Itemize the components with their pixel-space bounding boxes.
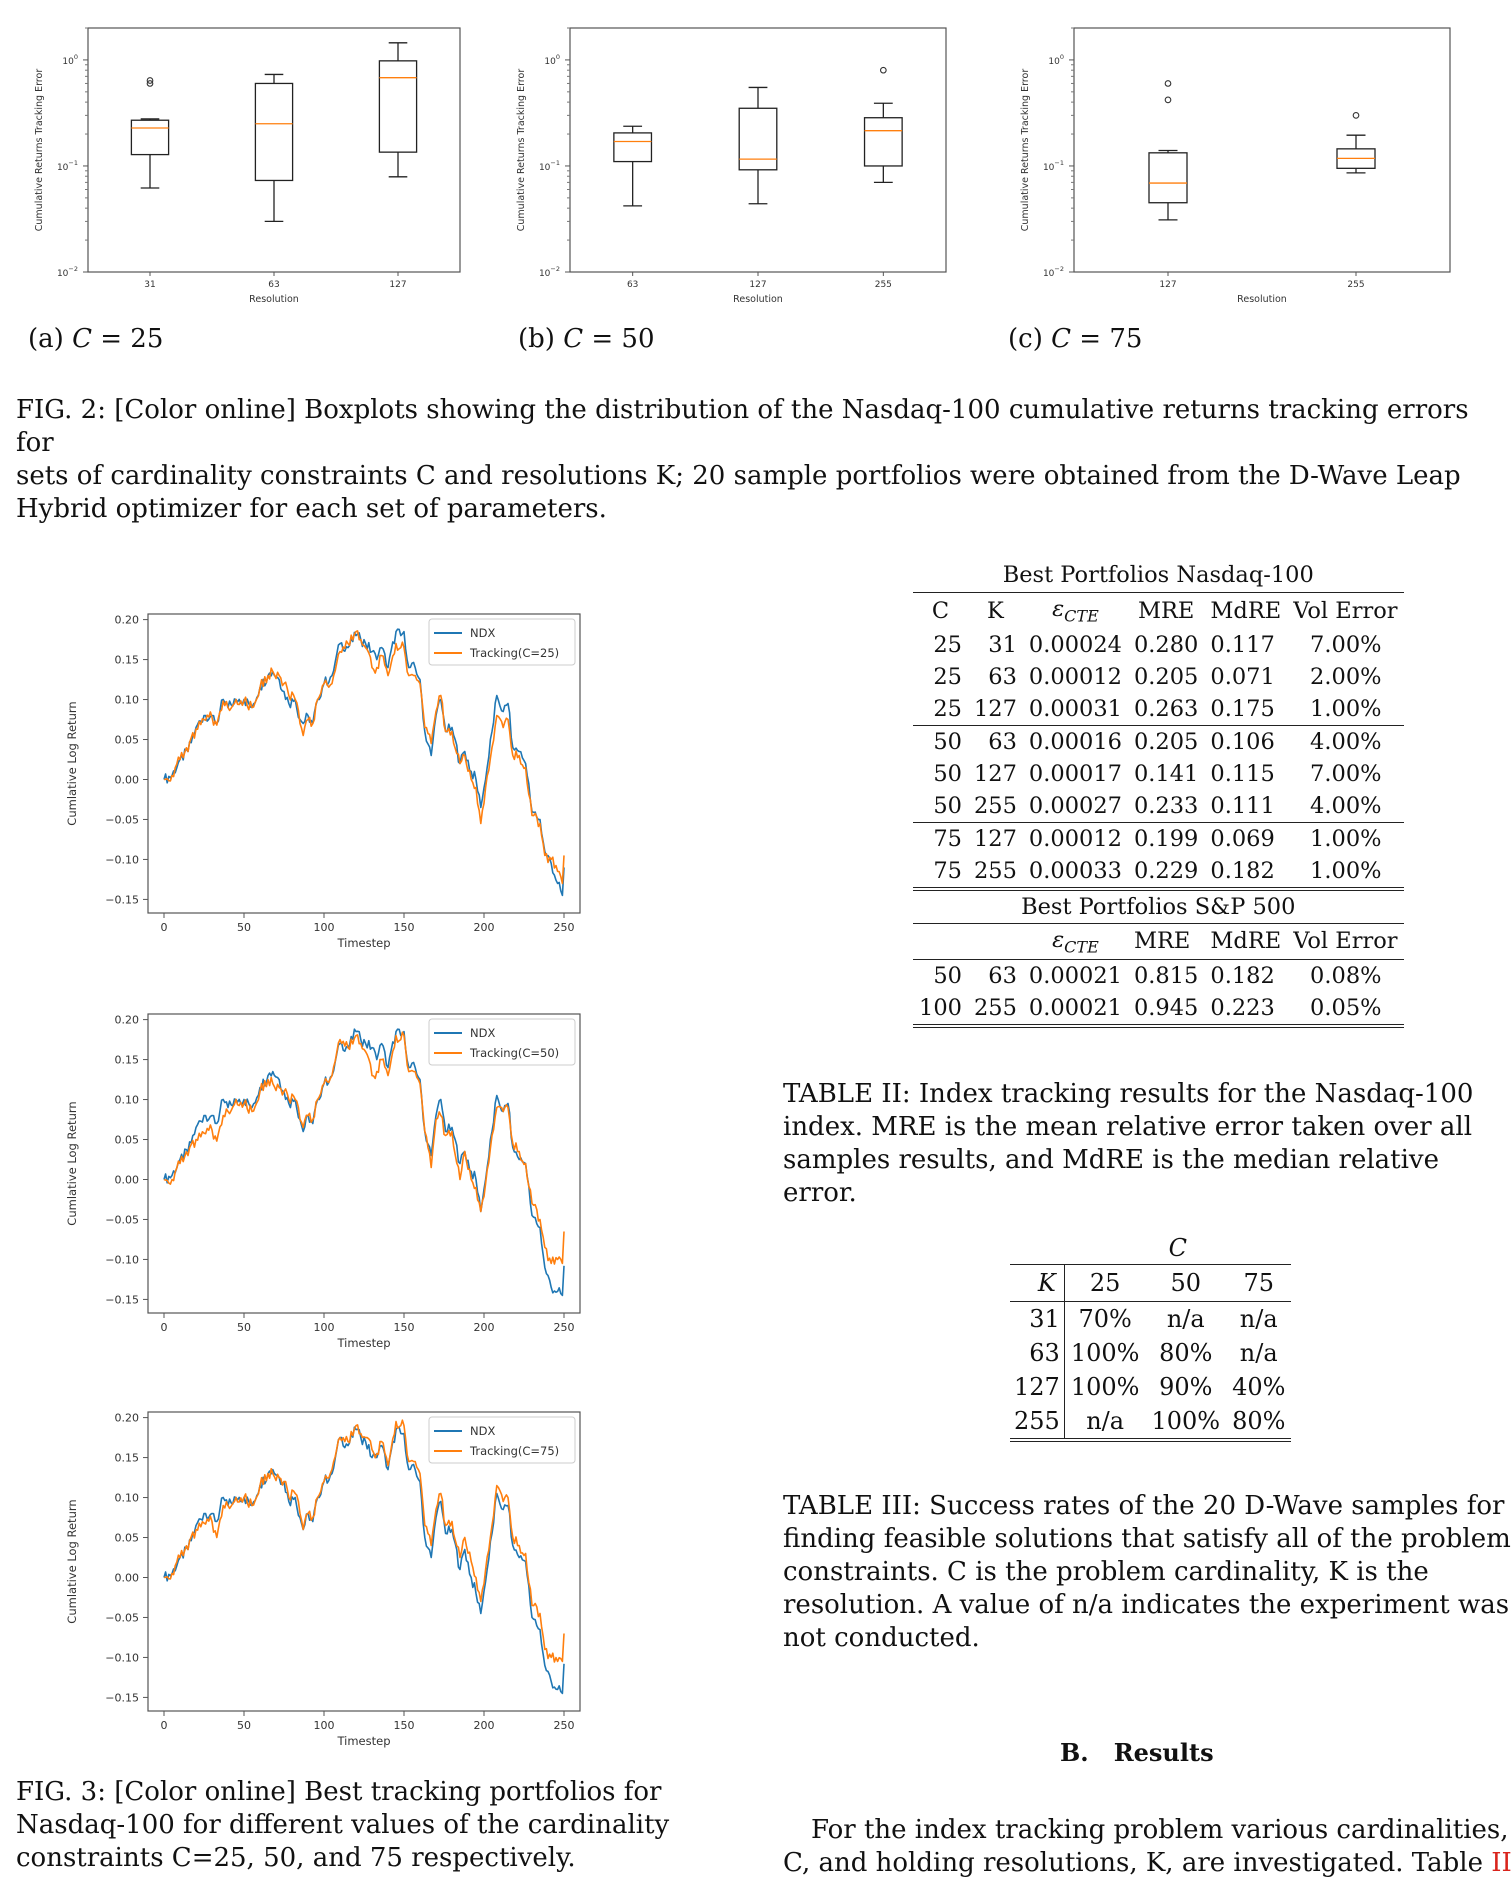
table-cell: 0.945 [1133,995,1199,1021]
table-row [913,855,1404,889]
figure-2 [0,0,1512,305]
box-31 [131,78,168,188]
y-axis-label: Cumulative Returns Tracking Error [516,68,527,232]
y-tick-label: 0.10 [114,1093,139,1107]
table-cell: 0.205 [1133,728,1199,755]
plot-frame [1074,28,1450,272]
y-tick-label: −0.05 [105,813,139,827]
legend-label: Tracking(C=50) [470,1046,560,1060]
table-row [913,725,1404,758]
table-cell: 0.229 [1133,857,1199,884]
plot-frame [88,28,460,272]
table-cell: 0.071 [1210,663,1275,690]
table-cell: 80% [1159,1339,1213,1367]
table-cell: 2.00% [1310,663,1382,690]
table-cell: 63 [988,663,1017,690]
table-cell: n/a [1239,1339,1278,1367]
x-tick-label: 200 [473,1321,495,1334]
col-header-ecte-sp500: $\varepsilon_{CTE}$ [1052,926,1099,956]
table-cell: 50 [933,792,962,819]
table-cell: 0.00021 [1028,963,1122,989]
table-cell: 0.00031 [1028,695,1122,722]
col-header-mdre: MdRE [1210,597,1282,624]
y-tick-label: 0.10 [114,1491,139,1505]
y-axis-label: Cumulative Returns Tracking Error [34,68,45,232]
table-2-title-nasdaq: Best Portfolios Nasdaq-100 [1002,562,1314,588]
outlier-point [1165,97,1171,103]
table-2-grid [913,592,1404,1028]
table-2-header-row [913,593,1404,629]
table-cell: 90% [1159,1373,1213,1401]
y-tick-label: −0.15 [105,1691,139,1705]
y-tick-label: 0.20 [114,613,139,627]
table-cell: 0.280 [1133,631,1199,658]
row-k-value: 255 [1010,1404,1064,1440]
y-tick-label: −0.15 [105,1293,139,1307]
table-cell: n/a [1086,1407,1125,1435]
y-tick-label: 0.15 [114,653,139,667]
table-cell: 0.115 [1210,760,1275,787]
table-3-caption: TABLE III: Success rates of the 20 D-Wave samples for finding feasible solutions that satisfy all of the problem constraints. C is the problem cardinality, K is the resolution. A value of n/a indicates the experiment was not conducted. [783,1491,1511,1653]
col-header-50: 50 [1170,1269,1202,1297]
x-axis-label: Resolution [1237,294,1287,305]
table-cell: 255 [973,995,1017,1021]
table-row [913,992,1404,1026]
table-cell: 40% [1232,1373,1286,1401]
x-tick-label: 50 [237,921,251,934]
table-cell: 0.00017 [1028,760,1122,787]
y-tick-label: $10^{-2}$ [56,265,78,279]
row-k-value: 127 [1010,1370,1064,1404]
x-tick-label: 31 [144,280,156,290]
legend-label: NDX [470,1424,496,1438]
col-group-c: C [1168,1234,1188,1262]
box-255 [1337,113,1375,173]
table-2-caption: TABLE II: Index tracking results for the Nasdaq-100 index. MRE is the mean relative error taken over all samples results, and MdRE is the median relative error. [783,1079,1474,1208]
table-cell: 100% [1070,1339,1140,1367]
table-cell: 0.00012 [1028,825,1122,852]
outlier-point [881,67,887,73]
y-axis-label: Cumlative Log Return [65,701,79,826]
table-cell: 127 [973,825,1017,852]
table-cell: 75 [933,825,962,852]
line-chart-c75 [60,1388,620,1758]
subcaption-c: (c) C = 75 [1008,324,1143,354]
table-cell: 100% [1151,1407,1221,1435]
table-cell: 4.00% [1310,792,1382,819]
x-axis-label: Resolution [733,294,783,305]
table-row [1010,1336,1291,1370]
table-cell: 1.00% [1310,857,1382,884]
x-tick-label: 127 [749,280,767,290]
table-cell: 7.00% [1310,631,1382,658]
table-row [913,822,1404,855]
col-header-25: 25 [1089,1269,1121,1297]
table-cell: 50 [933,760,962,787]
col-header-mre: MRE [1137,597,1195,624]
table-cell: 100 [919,995,962,1021]
col-header-c: C [931,597,950,624]
table-row [1010,1404,1291,1440]
row-k-value: 63 [1010,1336,1064,1370]
table-cell: 0.00021 [1028,995,1122,1021]
box-63 [255,74,292,221]
table-cell: 0.182 [1210,963,1275,989]
x-tick-label: 255 [1347,280,1365,290]
legend-label: Tracking(C=75) [470,1444,560,1458]
x-axis-label: Resolution [249,294,299,305]
table-cell: 0.199 [1133,825,1199,852]
y-tick-label: −0.05 [105,1611,139,1625]
table-cell: 0.205 [1133,663,1199,690]
col-header-vol-error: Vol Error [1293,597,1398,624]
table-cell: 127 [973,695,1017,722]
table-cell: 63 [988,728,1017,755]
boxplot-c50 [490,0,980,310]
table-cell: n/a [1166,1305,1205,1333]
table-row [913,629,1404,661]
table-cell: 25 [933,695,962,722]
section-heading-results: B. Results [1060,1738,1214,1767]
y-tick-label: 0.15 [114,1053,139,1067]
figure-2-caption: FIG. 2: [Color online] Boxplots showing the distribution of the Nasdaq-100 cumulative returns tracking errors for sets of cardinality constraints C and resolutions K; 20 sample portfolios were obtained from the D-Wave Leap Hybrid optimizer for each set of parameters. [16,395,1469,524]
y-tick-label: −0.15 [105,893,139,907]
table-row [913,693,1404,726]
x-tick-label: 100 [313,1321,335,1334]
table-cell: 7.00% [1310,760,1382,787]
table-cell: 0.00024 [1028,631,1122,658]
subcaption-b: (b) C = 50 [518,324,655,354]
table-cell: 0.223 [1210,995,1275,1021]
line-chart-c25 [60,590,620,960]
x-axis-label: Timestep [337,1734,391,1748]
y-tick-label: 0.10 [114,693,139,707]
y-tick-label: −0.10 [105,1253,139,1267]
x-tick-label: 63 [626,280,639,290]
chart-legend [429,1417,575,1463]
table-cell: 0.263 [1133,695,1199,722]
y-axis-label: Cumulative Returns Tracking Error [1020,68,1031,232]
x-tick-label: 150 [393,921,415,934]
y-tick-label: $10^0$ [62,52,78,67]
table-row [1010,1370,1291,1404]
y-axis-label: Cumlative Log Return [65,1499,79,1624]
table-2-title-sp500: Best Portfolios S&P 500 [913,889,1404,924]
y-tick-label: $10^{-2}$ [538,265,560,279]
col-header-ecte: $\varepsilon_{CTE}$ [1052,596,1099,626]
x-tick-label: 0 [160,921,168,934]
legend-label: NDX [470,626,496,640]
x-tick-label: 63 [268,280,280,290]
row-header-k: K [1010,1265,1064,1302]
line-chart-c50 [60,990,620,1360]
table-cell: 50 [933,963,962,989]
x-tick-label: 255 [874,280,892,290]
table-cell: 80% [1232,1407,1286,1435]
x-tick-label: 100 [313,921,335,934]
table-cell: 63 [988,963,1017,989]
table-cell: 25 [933,663,962,690]
table-cell: 31 [988,631,1017,658]
table-cell: 0.00012 [1028,663,1122,690]
table-cell: 0.233 [1133,792,1199,819]
x-tick-label: 250 [553,921,575,934]
x-tick-label: 50 [237,1719,251,1732]
col-header-75: 75 [1243,1269,1274,1297]
table-cell: 0.00027 [1028,792,1122,819]
x-tick-label: 127 [389,280,407,290]
table-cell: 4.00% [1310,728,1382,755]
y-tick-label: $10^{-1}$ [56,158,78,173]
chart-legend [429,619,575,665]
table-cell: 0.117 [1210,631,1275,658]
chart-legend [429,1019,575,1065]
table-cell: n/a [1239,1305,1278,1333]
table-2 [913,562,1404,1028]
table-cell: 0.182 [1210,857,1275,884]
table-cell: 0.111 [1210,792,1275,819]
y-tick-label: −0.10 [105,1651,139,1665]
y-tick-label: 0.15 [114,1451,139,1465]
y-tick-label: $10^{-2}$ [1042,265,1064,279]
x-tick-label: 200 [473,921,495,934]
x-tick-label: 0 [160,1321,168,1334]
table-ii-link[interactable]: II [1491,1848,1512,1878]
table-cell: 0.106 [1210,728,1275,755]
y-tick-label: $10^{-1}$ [1042,158,1064,173]
y-tick-label: 0.00 [114,773,139,787]
table-row [913,790,1404,823]
table-3 [1010,1232,1291,1442]
x-axis-label: Timestep [337,1336,391,1350]
table-row [1010,1302,1291,1337]
y-tick-label: $10^{-1}$ [538,158,560,173]
table-cell: 0.08% [1310,963,1382,989]
y-tick-label: −0.05 [105,1213,139,1227]
y-tick-label: −0.10 [105,853,139,867]
box-255 [865,67,903,182]
table-cell: 0.175 [1210,695,1275,722]
table-row [913,960,1404,993]
outlier-point [1353,113,1359,119]
table-row [913,661,1404,693]
table-cell: 1.00% [1310,825,1382,852]
y-tick-label: 0.05 [114,1133,139,1147]
legend-label: Tracking(C=25) [470,646,560,660]
outlier-point [1165,81,1171,87]
table-cell: 127 [973,760,1017,787]
box-127 [739,87,777,203]
table-cell: 75 [933,857,962,884]
x-tick-label: 150 [393,1719,415,1732]
table-2-header-row-sp500: $\varepsilon_{CTE}$ MRE MdRE Vol Error [913,923,1404,960]
x-tick-label: 150 [393,1321,415,1334]
table-cell: 0.00033 [1028,857,1122,884]
y-tick-label: 0.05 [114,1531,139,1545]
table-cell: 255 [973,792,1017,819]
y-tick-label: $10^0$ [1048,52,1064,67]
table-cell: 70% [1078,1305,1132,1333]
table-cell: 0.815 [1133,963,1199,989]
boxplot-c75 [990,0,1470,310]
box-127 [379,43,416,177]
x-tick-label: 50 [237,1321,251,1334]
table-cell: 50 [933,728,962,755]
table-cell: 25 [933,631,962,658]
y-tick-label: 0.20 [114,1013,139,1027]
y-tick-label: $10^0$ [544,52,560,67]
x-tick-label: 0 [160,1719,168,1732]
y-axis-label: Cumlative Log Return [65,1101,79,1226]
y-tick-label: 0.00 [114,1571,139,1585]
row-k-value: 31 [1010,1302,1064,1337]
x-tick-label: 100 [313,1719,335,1732]
table-cell: 0.141 [1133,760,1199,787]
y-tick-label: 0.05 [114,733,139,747]
table-cell: 0.00016 [1028,728,1122,755]
results-paragraph: For the index tracking problem various cardinalities, C, and holding resolutions, K, are investigated. Table II [783,1815,1512,1878]
x-tick-label: 250 [553,1321,575,1334]
figure-3-caption: FIG. 3: [Color online] Best tracking portfolios for Nasdaq-100 for different values of the cardinality constraints C=25, 50, and 75 respectively. [16,1777,670,1873]
table-3-grid [1010,1232,1291,1442]
table-cell: 0.069 [1210,825,1275,852]
box-127 [1149,81,1187,220]
table-cell: 100% [1070,1373,1140,1401]
y-tick-label: 0.20 [114,1411,139,1425]
table-cell: 255 [973,857,1017,884]
y-tick-label: 0.00 [114,1173,139,1187]
table-row [913,758,1404,790]
subcaption-a: (a) C = 25 [28,324,164,354]
col-header-k: K [987,597,1004,624]
legend-label: NDX [470,1026,496,1040]
table-cell: 0.05% [1310,995,1382,1021]
table-cell: 1.00% [1310,695,1382,722]
box-63 [614,126,652,206]
boxplot-c25 [0,0,470,310]
x-tick-label: 127 [1159,280,1177,290]
x-tick-label: 250 [553,1719,575,1732]
x-axis-label: Timestep [337,936,391,950]
plot-frame [570,28,946,272]
x-tick-label: 200 [473,1719,495,1732]
